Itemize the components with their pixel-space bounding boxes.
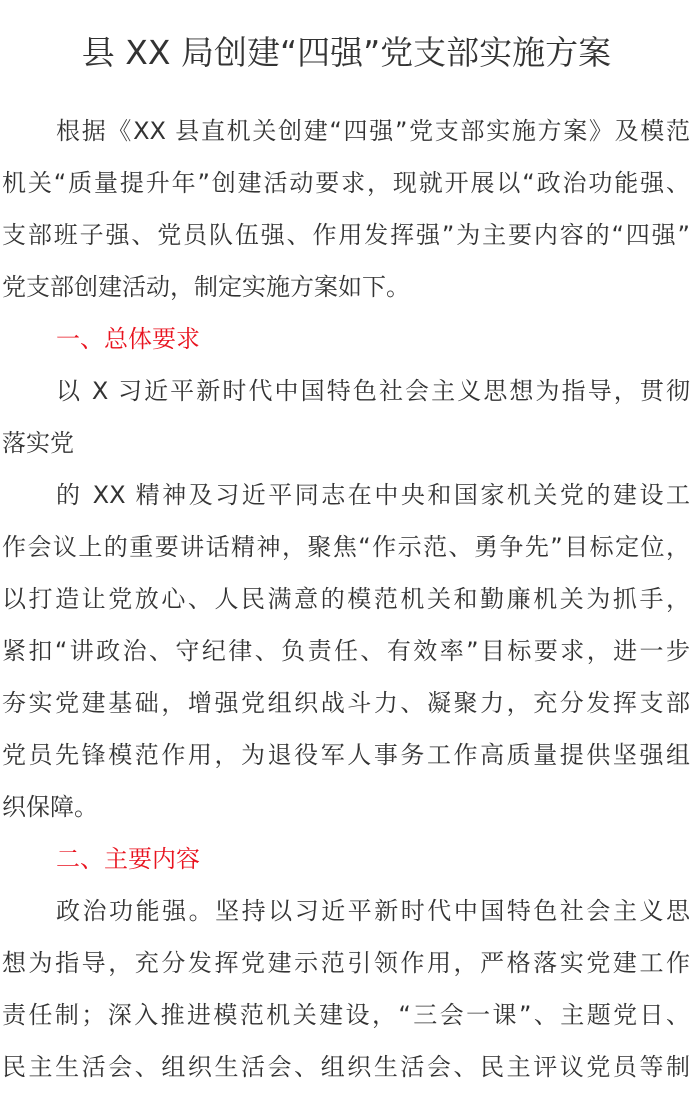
section-1-para-b-line-2: 作会议上的重要讲话精神，聚焦“作示范、勇争先”目标定位， [2,533,690,561]
section-1-heading: 一、总体要求 [56,325,200,353]
intro-line-1: 根据《XX 县直机关创建“四强”党支部实施方案》及模范 [56,117,690,145]
section-1-para-b-line-6: 党员先锋模范作用，为退役军人事务工作高质量提供坚强组 [2,741,690,769]
section-1-para-b-line-7: 织保障。 [2,793,98,821]
section-1-para-b-line-1: 的 XX 精神及习近平同志在中央和国家机关党的建设工 [56,481,690,509]
section-2-heading: 二、主要内容 [56,845,200,873]
section-1-para-a-line-2: 落实党 [2,429,74,457]
intro-line-3: 支部班子强、党员队伍强、作用发挥强”为主要内容的“四强” [2,221,690,249]
section-1-para-a-line-1: 以 X 习近平新时代中国特色社会主义思想为指导，贯彻 [56,377,690,405]
section-1-para-b-line-3: 以打造让党放心、人民满意的模范机关和勤廉机关为抓手， [2,585,690,613]
document-title: 县 XX 局创建“四强”党支部实施方案 [81,33,612,72]
section-1-para-b-line-4: 紧扣“讲政治、守纪律、负责任、有效率”目标要求，进一步 [2,637,690,665]
section-2-para-a-line-1: 政治功能强。坚持以习近平新时代中国特色社会主义思 [56,897,690,925]
section-2-para-a-line-2: 想为指导，充分发挥党建示范引领作用，严格落实党建工作 [2,949,690,977]
section-1-para-b-line-5: 夯实党建基础，增强党组织战斗力、凝聚力，充分发挥支部 [2,689,690,717]
section-2-para-a-line-3: 责任制；深入推进模范机关建设，“三会一课”、主题党日、 [2,1001,690,1029]
intro-line-4: 党支部创建活动，制定实施方案如下。 [2,273,410,301]
intro-line-2: 机关“质量提升年”创建活动要求，现就开展以“政治功能强、 [2,169,690,197]
section-2-para-a-line-4: 民主生活会、组织生活会、组织生活会、民主评议党员等制 [2,1053,690,1081]
